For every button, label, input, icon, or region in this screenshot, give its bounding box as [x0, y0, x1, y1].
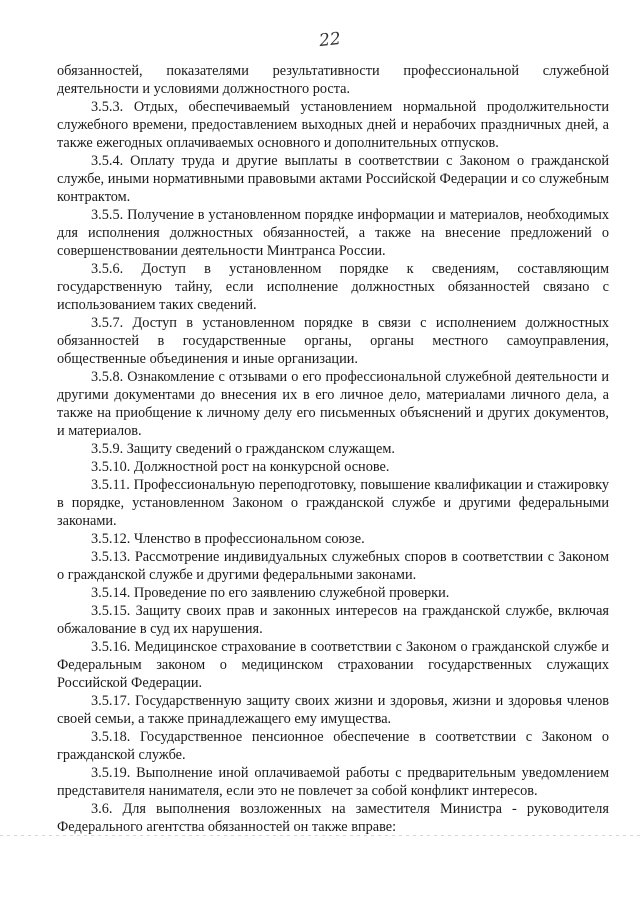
- paragraph-3-5-12: 3.5.12. Членство в профессиональном союзе.: [91, 531, 365, 547]
- paragraph-3-5-16: 3.5.16. Медицинское страхование в соответствии с Законом о гражданской службе и Федеральным законом о медицинском страховании государственных служащих Российской Федерации.: [57, 639, 609, 691]
- paragraph-3-5-8: 3.5.8. Ознакомление с отзывами о его профессиональной служебной деятельности и другими документами до внесения их в его личное дело, материалами личного дела, а также на приобщение к личному делу его письменных объяснений и других документов, и материалов.: [57, 369, 609, 439]
- paragraph-continuation: обязанностей, показателями результативности профессиональной служебной деятельности и условиями должностного роста.: [57, 63, 609, 97]
- document-body: [57, 62, 609, 836]
- paragraph-3-6: 3.6. Для выполнения возложенных на заместителя Министра - руководителя Федерального агентства обязанностей он также вправе:: [57, 801, 609, 835]
- paragraph-3-5-15: 3.5.15. Защиту своих прав и законных интересов на гражданской службе, включая обжалование в суд их нарушения.: [57, 603, 609, 637]
- paragraph-3-5-9: 3.5.9. Защиту сведений о гражданском служащем.: [91, 441, 395, 457]
- paragraph-3-5-3: 3.5.3. Отдых, обеспечиваемый установлением нормальной продолжительности служебного времени, предоставлением выходных дней и нерабочих праздничных дней, а также ежегодных оплачиваемых основного и дополнительных отпусков.: [57, 99, 609, 151]
- paragraph-3-5-6: 3.5.6. Доступ в установленном порядке к сведениям, составляющим государственную тайну, если исполнение должностных обязанностей связано с использованием таких сведений.: [57, 261, 609, 313]
- paragraph-3-5-17: 3.5.17. Государственную защиту своих жизни и здоровья, жизни и здоровья членов своей семьи, а также принадлежащего ему имущества.: [57, 693, 609, 727]
- paragraph-3-5-4: 3.5.4. Оплату труда и другие выплаты в соответствии с Законом о гражданской службе, иными нормативными правовыми актами Российской Федерации и со служебным контрактом.: [57, 153, 609, 205]
- paragraph-3-5-19: 3.5.19. Выполнение иной оплачиваемой работы с предварительным уведомлением представителя нанимателя, если это не повлечет за собой конфликт интересов.: [57, 765, 609, 799]
- scan-artifact-line: [0, 835, 640, 836]
- paragraph-3-5-11: 3.5.11. Профессиональную переподготовку, повышение квалификации и стажировку в порядке, установленном Законом о гражданской службе и другими федеральными законами.: [57, 477, 609, 529]
- paragraph-3-5-10: 3.5.10. Должностной рост на конкурсной основе.: [91, 459, 390, 475]
- paragraph-3-5-14: 3.5.14. Проведение по его заявлению служебной проверки.: [91, 585, 450, 601]
- paragraph-3-5-5: 3.5.5. Получение в установленном порядке информации и материалов, необходимых для исполнения должностных обязанностей, а также на внесение предложений о совершенствовании деятельности Минтранса России.: [57, 207, 609, 259]
- paragraph-3-5-7: 3.5.7. Доступ в установленном порядке в связи с исполнением должностных обязанностей в государственные органы, органы местного самоуправления, общественные объединения и иные организации.: [57, 315, 609, 367]
- page-number: 22: [318, 28, 342, 52]
- paragraph-3-5-18: 3.5.18. Государственное пенсионное обеспечение в соответствии с Законом о гражданской службе.: [57, 729, 609, 763]
- paragraph-3-5-13: 3.5.13. Рассмотрение индивидуальных служебных споров в соответствии с Законом о гражданской службе и другими федеральными законами.: [57, 549, 609, 583]
